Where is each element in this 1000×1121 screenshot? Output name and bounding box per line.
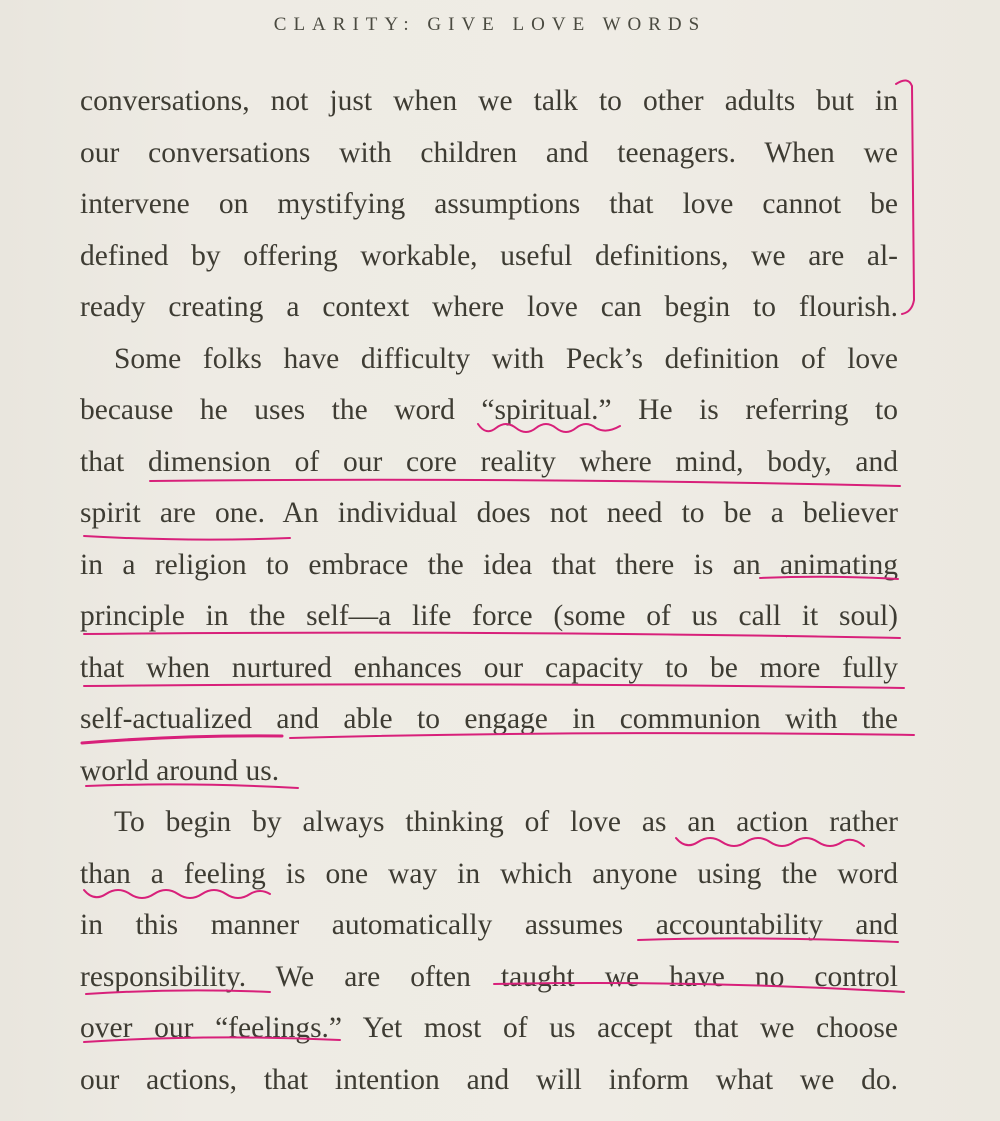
text-line: our conversations with children and teenagers. When we (80, 136, 898, 169)
text-line: because he uses the word “spiritual.” He is referring to (80, 394, 898, 426)
text-line: Some folks have difficulty with Peck’s definition of love (114, 342, 898, 375)
text-line: To begin by always thinking of love as an action rather (114, 806, 898, 838)
margin-bracket (896, 80, 914, 314)
text-line: that dimension of our core reality where mind, body, and (80, 445, 898, 478)
text-line: our actions, that intention and will inform what we do. (80, 1063, 898, 1096)
text-line: that when nurtured enhances our capacity to be more fully (80, 651, 898, 684)
text-line: in a religion to embrace the idea that there is an animating (80, 548, 898, 581)
text-line: self-actualized and able to engage in communion with the (80, 703, 898, 735)
text-line: responsibility. We are often taught we have no control (80, 960, 898, 993)
text-line: over our “feelings.” Yet most of us accept that we choose (80, 1012, 898, 1044)
text-line: than a feeling is one way in which anyone using the word (80, 857, 898, 890)
text-line: principle in the self—a life force (some of us call it soul) (80, 600, 898, 632)
text-line: ready creating a context where love can begin to flourish. (80, 291, 898, 323)
text-line: world around us. (80, 754, 280, 787)
text-line: in this manner automatically assumes accountability and (80, 909, 898, 941)
body-text (80, 76, 898, 1106)
text-line: spirit are one. An individual does not need to be a believer (80, 497, 898, 529)
text-line: conversations, not just when we talk to other adults but in (80, 85, 898, 117)
running-head: CLARITY: GIVE LOVE WORDS (273, 14, 707, 35)
text-line: intervene on mystifying assumptions that love cannot be (80, 188, 898, 220)
text-line: defined by offering workable, useful definitions, we are al- (80, 239, 898, 272)
